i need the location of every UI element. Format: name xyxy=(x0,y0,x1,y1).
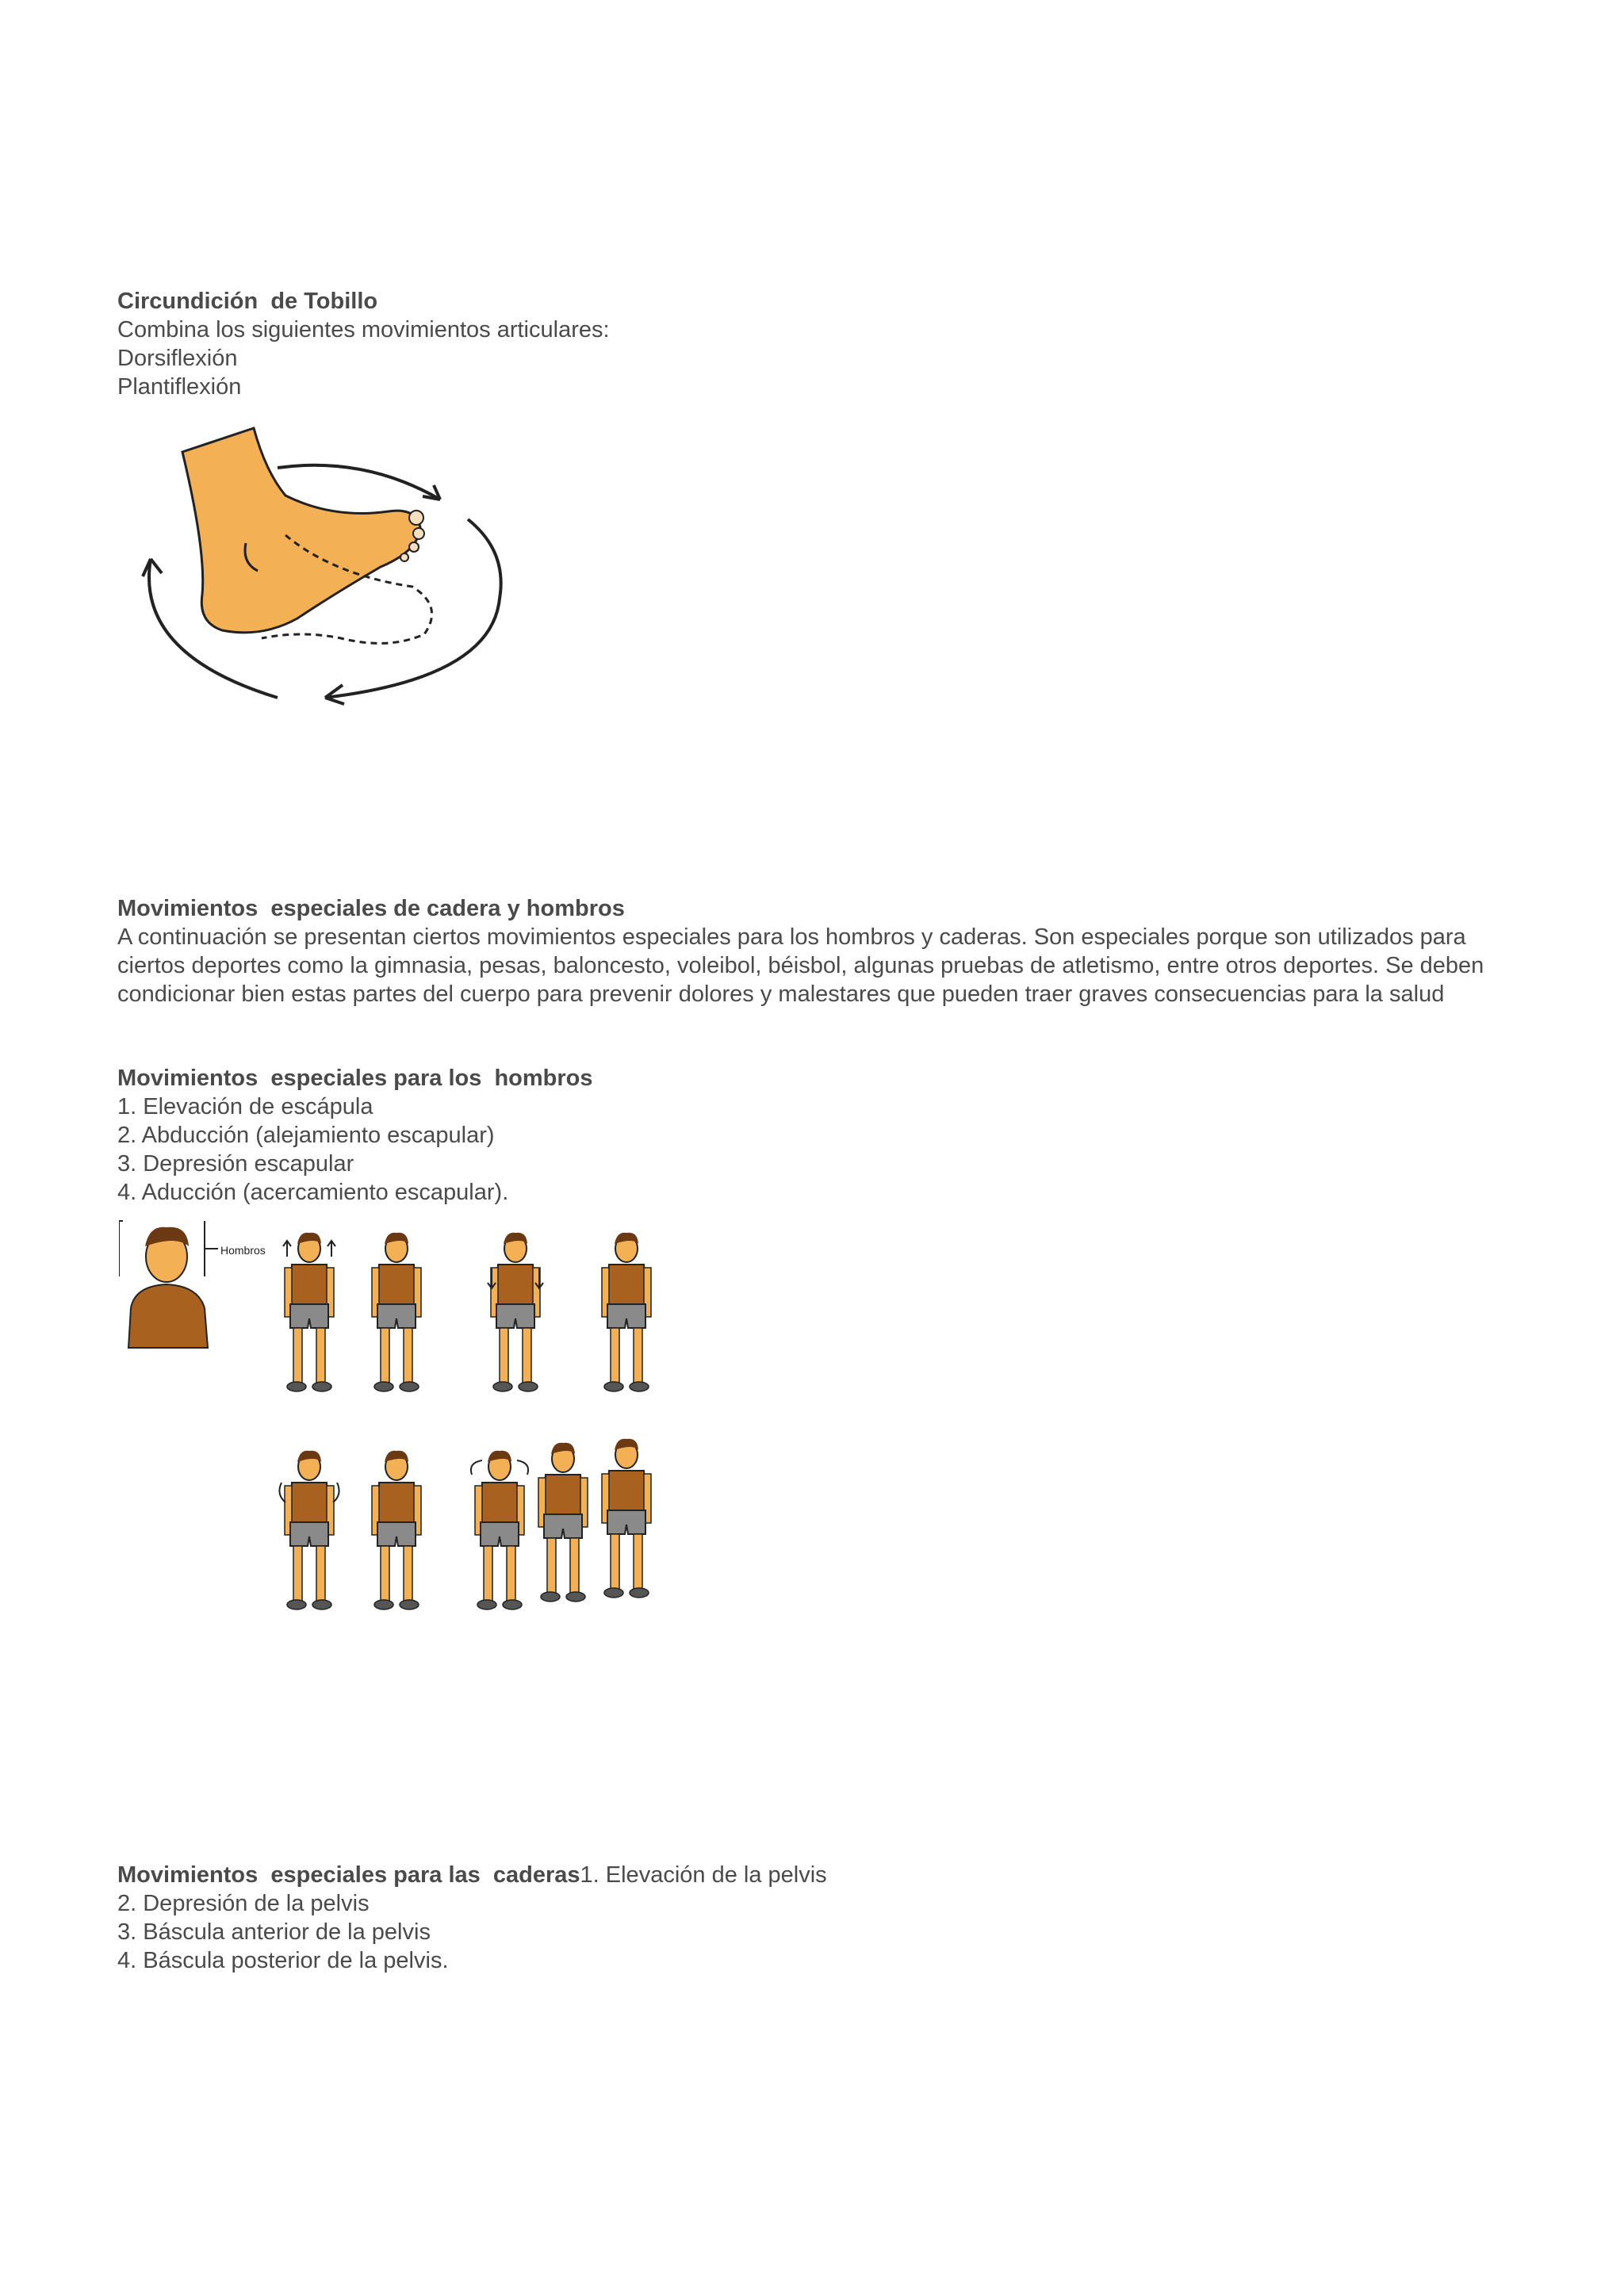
shoulders-item-2: 2. Abducción (alejamiento escapular) xyxy=(117,1123,495,1148)
special-movements-paragraph: A continuación se presentan ciertos movimientos especiales para los hombros y caderas. Son especiales porque son utilizados para ciertos deportes como la gimnasia, pesas, baloncesto, voleibol, béisbol, algunas pruebas de atletismo, entre otros deportes. Se deben condicionar bien estas partes del cuerpo para prevenir dolores y malestares que pueden traer graves consecuencias para la salud xyxy=(117,924,1484,1007)
shoulders-item-3: 3. Depresión escapular xyxy=(117,1151,354,1177)
ankle-circumduction-illustration xyxy=(127,424,523,718)
ankle-line-2: Dorsiflexión xyxy=(117,346,238,371)
section-shoulders xyxy=(117,1064,1529,1207)
shoulder-bust-figure xyxy=(119,1221,266,1348)
ankle-title: Circundición de Tobillo xyxy=(117,289,378,314)
section-ankle xyxy=(117,287,1529,401)
shoulder-movements-illustration xyxy=(119,1213,674,1625)
section-special-movements xyxy=(117,894,1529,1008)
hips-item-4: 4. Báscula posterior de la pelvis. xyxy=(117,1948,449,1973)
shoulders-figure-label: Hombros xyxy=(220,1244,266,1257)
shoulders-title: Movimientos especiales para los hombros xyxy=(117,1066,593,1091)
hips-title: Movimientos especiales para las caderas xyxy=(117,1862,580,1888)
hips-item-1: 1. Elevación de la pelvis xyxy=(580,1862,827,1888)
ankle-line-3: Plantiflexión xyxy=(117,374,242,400)
hips-item-3: 3. Báscula anterior de la pelvis xyxy=(117,1919,431,1945)
section-hips xyxy=(117,1861,1529,1975)
special-movements-title: Movimientos especiales de cadera y hombros xyxy=(117,896,625,921)
hips-item-2: 2. Depresión de la pelvis xyxy=(117,1891,370,1916)
shoulders-item-4: 4. Aducción (acercamiento escapular). xyxy=(117,1180,509,1205)
hips-title-line xyxy=(117,1861,1529,1889)
ankle-line-1: Combina los siguientes movimientos articulares: xyxy=(117,317,610,342)
shoulders-item-1: 1. Elevación de escápula xyxy=(117,1094,373,1119)
